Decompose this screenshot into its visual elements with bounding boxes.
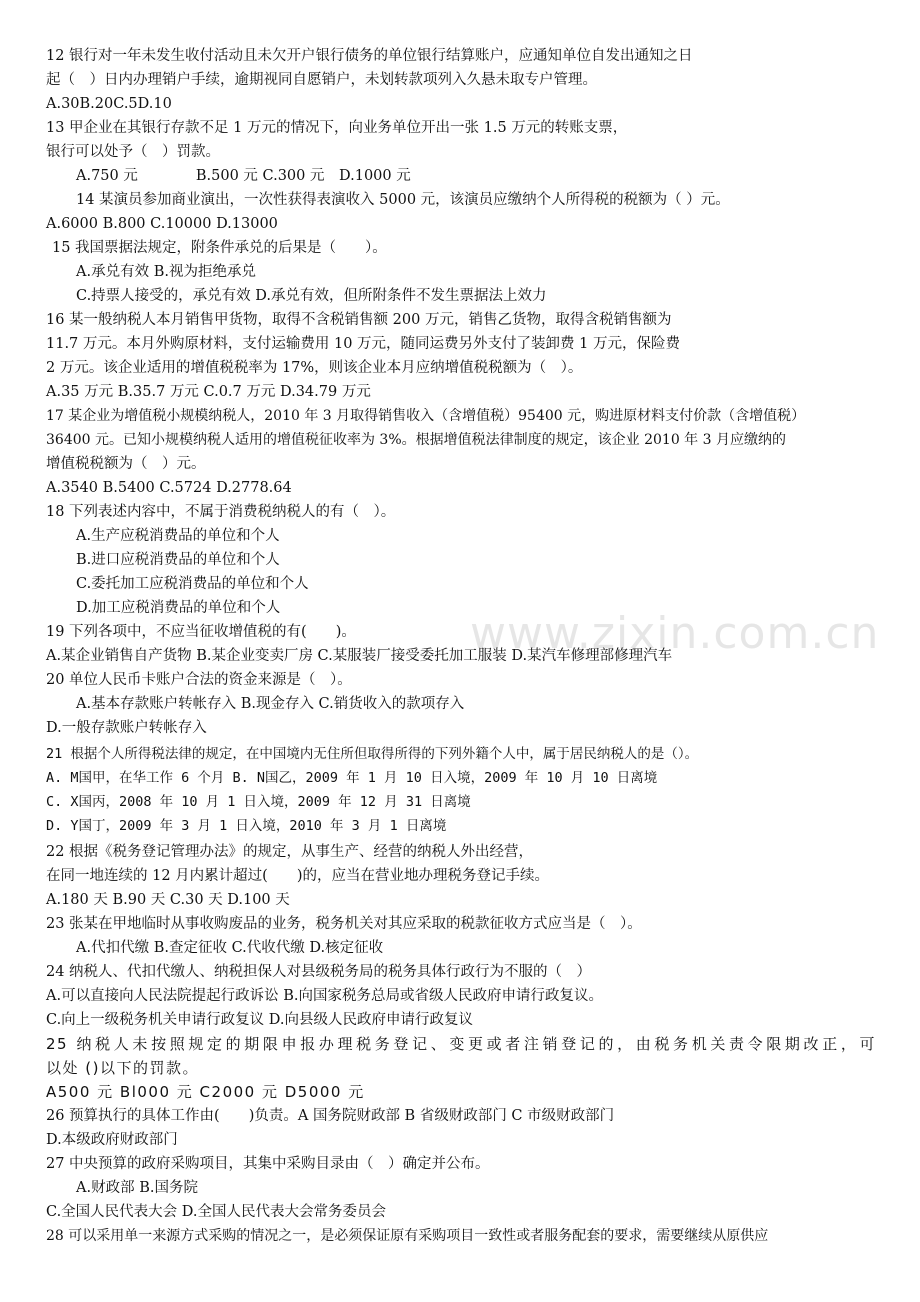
- text-line: A.35 万元 B.35.7 万元 C.0.7 万元 D.34.79 万元: [46, 384, 371, 400]
- text-line: A.某企业销售自产货物 B.某企业变卖厂房 C.某服装厂接受委托加工服装 D.某汽车修理部修理汽车: [46, 648, 673, 664]
- text-line: 以处 ()以下的罚款。: [46, 1059, 199, 1077]
- text-line: 12 银行对一年未发生收付活动且未欠开户银行债务的单位银行结算账户，应通知单位自发出通知之日: [46, 48, 693, 64]
- text-line: A.可以直接向人民法院提起行政诉讼 B.向国家税务总局或省级人民政府申请行政复议。: [46, 988, 603, 1004]
- text-line: 36400 元。已知小规模纳税人适用的增值税征收率为 3%。根据增值税法律制度的规定，该企业 2010 年 3 月应缴纳的: [46, 432, 786, 448]
- text-line: C. X国丙，2008 年 10 月 1 日入境，2009 年 12 月 31 日离境: [46, 794, 471, 810]
- text-line: A.6000 B.800 C.10000 D.13000: [46, 216, 278, 232]
- text-line: 19 下列各项中，不应当征收增值税的有( )。: [46, 624, 356, 640]
- text-line: C.向上一级税务机关申请行政复议 D.向县级人民政府申请行政复议: [46, 1012, 474, 1028]
- watermark: www.zixin.com.cn: [470, 608, 880, 659]
- text-line: C.全国人民代表大会 D.全国人民代表大会常务委员会: [46, 1204, 387, 1220]
- text-line: A.750 元 B.500 元 C.300 元 D.1000 元: [76, 168, 411, 184]
- text-line: A.代扣代缴 B.查定征收 C.代收代缴 D.核定征收: [76, 940, 384, 956]
- text-line: A.180 天 B.90 天 C.30 天 D.100 天: [46, 892, 290, 908]
- text-line: D. Y国丁，2009 年 3 月 1 日入境，2010 年 3 月 1 日离境: [46, 818, 447, 834]
- text-line: A.财政部 B.国务院: [76, 1180, 198, 1196]
- text-line: C.持票人接受的，承兑有效 D.承兑有效，但所附条件不发生票据法上效力: [76, 288, 547, 304]
- text-line: 17 某企业为增值税小规模纳税人，2010 年 3 月取得销售收入（含增值税）95400 元，购进原材料支付价款（含增值税）: [46, 408, 806, 424]
- text-line: 21 根据个人所得税法律的规定，在中国境内无住所但取得所得的下列外籍个人中，属于居民纳税人的是（）。: [46, 746, 699, 762]
- text-line: A500 元 Bl000 元 C2000 元 D5000 元: [46, 1083, 365, 1101]
- text-line: 25 纳税人未按照规定的期限申报办理税务登记、变更或者注销登记的，由税务机关责令限期改正，可: [46, 1035, 876, 1053]
- text-line: A.30B.20C.5D.10: [46, 96, 172, 112]
- text-line: A.3540 B.5400 C.5724 D.2778.64: [46, 480, 292, 496]
- text-line: D.本级政府财政部门: [46, 1132, 178, 1148]
- text-line: 24 纳税人、代扣代缴人、纳税担保人对县级税务局的税务具体行政行为不服的（ ）: [46, 964, 592, 980]
- text-line: 22 根据《税务登记管理办法》的规定，从事生产、经营的纳税人外出经营，: [46, 844, 534, 860]
- text-line: A.基本存款账户转帐存入 B.现金存入 C.销货收入的款项存入: [76, 696, 465, 712]
- text-line: A.生产应税消费品的单位和个人: [76, 528, 280, 544]
- text-line: 20 单位人民币卡账户合法的资金来源是（ ）。: [46, 672, 352, 688]
- text-line: 15 我国票据法规定，附条件承兑的后果是（ ）。: [52, 240, 387, 256]
- text-line: C.委托加工应税消费品的单位和个人: [76, 576, 309, 592]
- text-line: 增值税税额为（ ）元。: [46, 456, 206, 472]
- text-line: 11.7 万元。本月外购原材料，支付运输费用 10 万元，随同运费另外支付了装卸费 1 万元，保险费: [46, 336, 681, 352]
- text-line: 2 万元。该企业适用的增值税税率为 17%，则该企业本月应纳增值税税额为（ ）。: [46, 360, 583, 376]
- text-line: 银行可以处予（ ）罚款。: [46, 144, 220, 160]
- text-line: 14 某演员参加商业演出，一次性获得表演收入 5000 元，该演员应缴纳个人所得税的税额为（ ）元。: [76, 192, 730, 208]
- text-line: D.一般存款账户转帐存入: [46, 720, 207, 736]
- text-line: 27 中央预算的政府采购项目，其集中采购目录由（ ）确定并公布。: [46, 1156, 490, 1172]
- text-line: A.承兑有效 B.视为拒绝承兑: [76, 264, 256, 280]
- text-line: 13 甲企业在其银行存款不足 1 万元的情况下，向业务单位开出一张 1.5 万元的转账支票，: [46, 120, 628, 136]
- text-line: 26 预算执行的具体工作由( )负责。A 国务院财政部 B 省级财政部门 C 市级财政部门: [46, 1108, 615, 1124]
- text-line: A. M国甲，在华工作 6 个月 B. N国乙，2009 年 1 月 10 日入境，2009 年 10 月 10 日离境: [46, 770, 658, 786]
- text-line: 在同一地连续的 12 月内累计超过( )的，应当在营业地办理税务登记手续。: [46, 868, 549, 884]
- text-line: 18 下列表述内容中，不属于消费税纳税人的有（ ）。: [46, 504, 396, 520]
- text-line: 28 可以采用单一来源方式采购的情况之一，是必须保证原有采购项目一致性或者服务配套的要求，需要继续从原供应: [46, 1228, 769, 1244]
- text-line: 23 张某在甲地临时从事收购废品的业务，税务机关对其应采取的税款征收方式应当是（ ）。: [46, 916, 642, 932]
- text-line: B.进口应税消费品的单位和个人: [76, 552, 280, 568]
- text-line: 起（ ）日内办理销户手续，逾期视同自愿销户，未划转款项列入久悬未取专户管理。: [46, 72, 597, 88]
- text-line: D.加工应税消费品的单位和个人: [76, 600, 281, 616]
- text-line: 16 某一般纳税人本月销售甲货物，取得不含税销售额 200 万元，销售乙货物，取得含税销售额为: [46, 312, 672, 328]
